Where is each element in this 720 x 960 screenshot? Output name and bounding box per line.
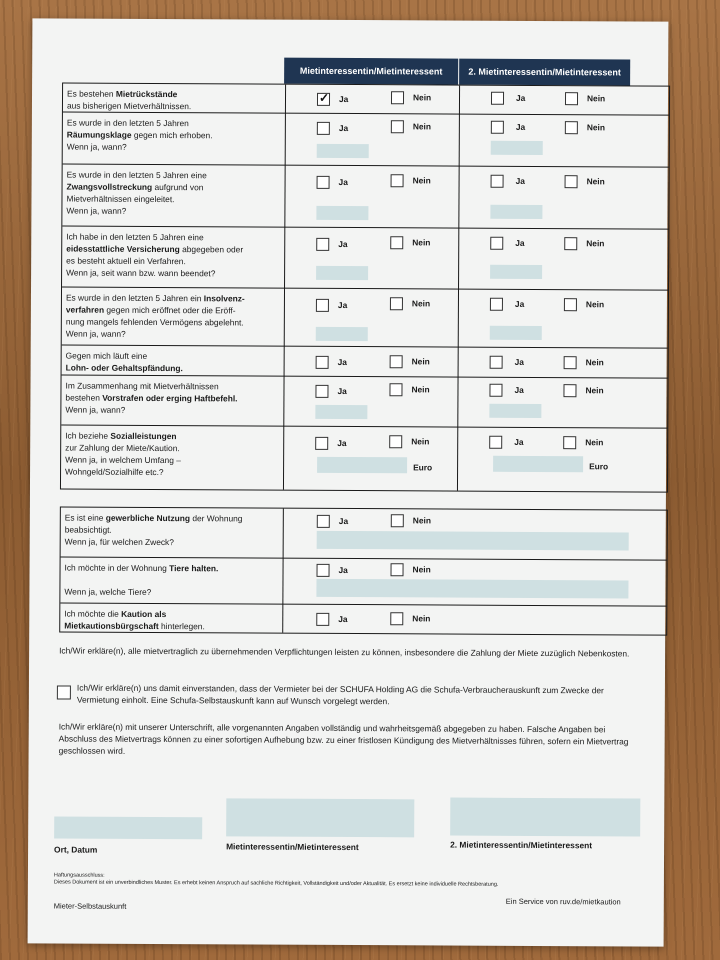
question-text: Es wurde in den letzten 5 Jahren eine Zwangsvollstreckung aufgrund von Mietverhältnissen eingeleitet. Wenn ja, wann?	[66, 169, 207, 216]
obligation-statement: Ich/Wir erkläre(n), alle mietvertraglich zu übernehmenden Verpflichtungen leisten zu können, insbesondere die Zahlung der Miete zuzüglich Nebenkosten.	[59, 645, 630, 659]
date-field-tenant1[interactable]	[316, 266, 368, 280]
form-sheet	[28, 18, 669, 946]
no-label: Nein	[586, 176, 605, 187]
no-label: Nein	[411, 356, 430, 367]
schufa-consent-checkbox[interactable]	[57, 685, 71, 699]
checkbox-tenant1-yes[interactable]	[316, 356, 329, 369]
checkbox-tenant1-yes[interactable]	[315, 437, 328, 450]
checkbox-tenant2-no[interactable]	[564, 298, 577, 311]
checkbox-tenant1-no[interactable]	[390, 355, 403, 368]
checkbox-tenant2-no[interactable]	[565, 92, 578, 105]
yes-label: Ja	[338, 93, 349, 104]
question-text: Es wurde in den letzten 5 Jahren Räumungsklage gegen mich erhoben. Wenn ja, wann?	[66, 117, 213, 152]
checkbox-tenant1-no[interactable]	[389, 383, 402, 396]
checkbox-tenant2-yes[interactable]	[491, 175, 504, 188]
checkbox-tenant1-yes[interactable]	[316, 238, 329, 251]
question-row	[63, 112, 669, 168]
checkbox-tenant2-no[interactable]	[565, 175, 578, 188]
checkbox-yes[interactable]	[316, 613, 329, 626]
yes-label: Ja	[337, 299, 348, 310]
column-header-tenant2: 2. Mietinteressentin/Mietinteressent	[459, 59, 630, 86]
yes-label: Ja	[515, 92, 526, 103]
question-row	[61, 424, 667, 492]
euro-label: Euro	[413, 462, 433, 473]
checkbox-tenant2-no[interactable]	[564, 237, 577, 250]
disclaimer-title: Haftungsausschluss:	[53, 872, 105, 879]
question-row	[63, 84, 669, 115]
question-text: Gegen mich läuft eine Lohn- oder Gehaltspfändung.	[65, 350, 183, 374]
tenant1-signature-label: Mietinteressentin/Mietinteressent	[226, 841, 359, 853]
checkbox-tenant2-yes[interactable]	[490, 356, 503, 369]
column-header-tenant1: Mietinteressentin/Mietinteressent	[284, 58, 458, 85]
question-row	[62, 286, 668, 348]
pets-field[interactable]	[316, 579, 628, 599]
yes-label: Ja	[337, 356, 347, 367]
no-label: Nein	[411, 298, 431, 309]
yes-label: Ja	[515, 175, 525, 186]
date-field-tenant2[interactable]	[490, 326, 542, 340]
checkbox-tenant1-no[interactable]	[390, 236, 403, 249]
no-label: Nein	[412, 515, 431, 526]
no-label: Nein	[586, 122, 606, 133]
signature-tenant1-field[interactable]	[226, 798, 414, 837]
purpose-field[interactable]	[317, 531, 629, 551]
place-date-field[interactable]	[54, 816, 202, 839]
yes-label: Ja	[514, 298, 525, 309]
no-label: Nein	[585, 385, 604, 396]
yes-label: Ja	[338, 238, 348, 249]
no-label: Nein	[585, 299, 605, 310]
date-field-tenant2[interactable]	[491, 141, 543, 155]
truthfulness-statement: Ich/Wir erkläre(n) mit unserer Unterschrift, alle vorgenannten Angaben vollständig und wahrheitsgemäß abgegeben zu haben. Falsche Angaben bei Abschluss des Mietvertrags können zu einer sofortigen Aufhebung bzw. zu einer fristlosen Kündigung des Mietverhältnisses führen, sofern ein Mietvertrag geschlossen wird.	[58, 721, 629, 756]
checkbox-tenant1-yes[interactable]	[317, 93, 330, 106]
yes-label: Ja	[337, 385, 347, 396]
schufa-consent-text: Ich/Wir erkläre(n) uns damit einverstanden, dass der Vermieter bei der SCHUFA Holding AG die Schufa-Verbraucherauskunft zum Zwecke der Vermietung einholt. Eine Schufa-Selbstauskunft kann auf Wunsch vorgelegt werden.	[76, 682, 604, 707]
yes-label: Ja	[338, 122, 349, 133]
yes-label: Ja	[515, 237, 525, 248]
checkbox-tenant1-yes[interactable]	[316, 299, 329, 312]
question-text: Ich beziehe Sozialleistungen zur Zahlung der Miete/Kaution. Wenn ja, in welchem Umfang – Wohngeld/Sozialhilfe etc.?	[65, 430, 181, 478]
checkbox-no[interactable]	[391, 514, 404, 527]
yes-label: Ja	[338, 613, 348, 624]
question-row	[61, 374, 667, 428]
question-text: Ich möchte die Kaution als Mietkautionsbürgschaft hinterlegen.	[64, 608, 205, 632]
checkbox-tenant2-yes[interactable]	[489, 384, 502, 397]
place-date-label: Ort, Datum	[54, 844, 98, 855]
amount-field-tenant2[interactable]	[493, 456, 583, 472]
no-label: Nein	[411, 384, 430, 395]
date-field-tenant2[interactable]	[489, 404, 541, 418]
checkbox-tenant1-no[interactable]	[391, 120, 404, 133]
usage-table	[59, 506, 668, 635]
yes-label: Ja	[338, 515, 349, 527]
no-label: Nein	[412, 613, 431, 624]
declaration-table	[60, 82, 670, 492]
checkbox-no[interactable]	[390, 612, 403, 625]
yes-label: Ja	[338, 564, 348, 576]
checkbox-tenant1-no[interactable]	[390, 297, 403, 310]
no-label: Nein	[585, 357, 604, 368]
no-label: Nein	[412, 92, 432, 103]
no-label: Nein	[412, 237, 431, 248]
date-field-tenant1[interactable]	[317, 144, 369, 158]
checkbox-tenant2-yes[interactable]	[490, 237, 503, 250]
checkbox-tenant2-yes[interactable]	[490, 298, 503, 311]
question-row	[60, 602, 666, 635]
amount-field-tenant1[interactable]	[317, 457, 407, 473]
yes-label: Ja	[514, 436, 524, 447]
checkbox-tenant1-no[interactable]	[391, 174, 404, 187]
question-text: Es bestehen Mietrückstände aus bisherigen Mietverhältnissen.	[66, 88, 192, 112]
checkbox-no[interactable]	[391, 563, 404, 576]
checkbox-tenant2-yes[interactable]	[491, 92, 504, 105]
date-field-tenant1[interactable]	[315, 405, 367, 419]
question-row	[60, 556, 666, 606]
no-label: Nein	[411, 436, 430, 447]
checkbox-tenant1-yes[interactable]	[317, 122, 330, 135]
date-field-tenant2[interactable]	[490, 265, 542, 279]
yes-label: Ja	[514, 384, 524, 395]
checkbox-tenant2-yes[interactable]	[491, 121, 504, 134]
checkbox-tenant2-no[interactable]	[565, 121, 578, 134]
question-text: Ich möchte in der Wohnung Tiere halten. Wenn ja, welche Tiere?	[64, 562, 219, 597]
checkbox-tenant2-no[interactable]	[563, 384, 576, 397]
checkbox-tenant2-no[interactable]	[563, 436, 576, 449]
yes-label: Ja	[337, 437, 347, 448]
footer-document-name: Mieter-Selbstauskunft	[53, 901, 127, 911]
question-text: Ich habe in den letzten 5 Jahren eine eidesstattliche Versicherung abgegeben oder es besteht aktuell ein Verfahren. Wenn ja, seit wann bzw. wann beendet?	[66, 231, 244, 279]
no-label: Nein	[412, 121, 432, 132]
question-row	[62, 164, 668, 230]
no-label: Nein	[585, 437, 604, 448]
signature-tenant2-field[interactable]	[450, 798, 640, 837]
no-label: Nein	[412, 175, 431, 186]
checkbox-tenant2-yes[interactable]	[489, 436, 502, 449]
date-field-tenant1[interactable]	[316, 206, 368, 220]
yes-label: Ja	[338, 176, 348, 187]
question-text: Es wurde in den letzten 5 Jahren ein Insolvenz- verfahren gegen mich eröffnet oder die Eröff- nung mangels fehlenden Vermögens abgelehnt. Wenn ja, wann?	[65, 292, 245, 339]
checkbox-yes[interactable]	[317, 564, 330, 577]
tenant2-signature-label: 2. Mietinteressentin/Mietinteressent	[450, 839, 593, 851]
checkbox-tenant2-no[interactable]	[564, 356, 577, 369]
question-row	[62, 226, 668, 291]
yes-label: Ja	[514, 356, 524, 367]
checkbox-tenant1-yes[interactable]	[317, 176, 330, 189]
date-field-tenant2[interactable]	[490, 205, 542, 219]
question-row	[62, 344, 668, 378]
checkbox-tenant1-no[interactable]	[391, 91, 404, 104]
euro-label: Euro	[589, 461, 609, 472]
checkbox-yes[interactable]	[317, 515, 330, 528]
no-label: Nein	[412, 564, 431, 575]
footer-service-note: Ein Service von ruv.de/mietkaution	[505, 896, 621, 907]
checkbox-tenant1-yes[interactable]	[315, 385, 328, 398]
question-text: Im Zusammenhang mit Mietverhältnissen bestehen Vorstrafen oder erging Haftbefehl. Wenn ja, wann?	[65, 380, 238, 415]
date-field-tenant1[interactable]	[316, 327, 368, 341]
no-label: Nein	[586, 93, 606, 104]
question-text: Es ist eine gewerbliche Nutzung der Wohnung beabsichtigt. Wenn ja, für welchen Zweck?	[64, 512, 243, 548]
question-row	[61, 507, 667, 559]
disclaimer-text: Dieses Dokument ist ein unverbindliches Muster. Es erhebt keinen Anspruch auf sachliche Richtigkeit, Vollständigkeit und/oder Aktualität. Es ersetzt keine individuelle Rechtsberatung.	[53, 879, 499, 888]
yes-label: Ja	[515, 121, 526, 132]
checkbox-tenant1-no[interactable]	[389, 435, 402, 448]
no-label: Nein	[586, 238, 605, 249]
